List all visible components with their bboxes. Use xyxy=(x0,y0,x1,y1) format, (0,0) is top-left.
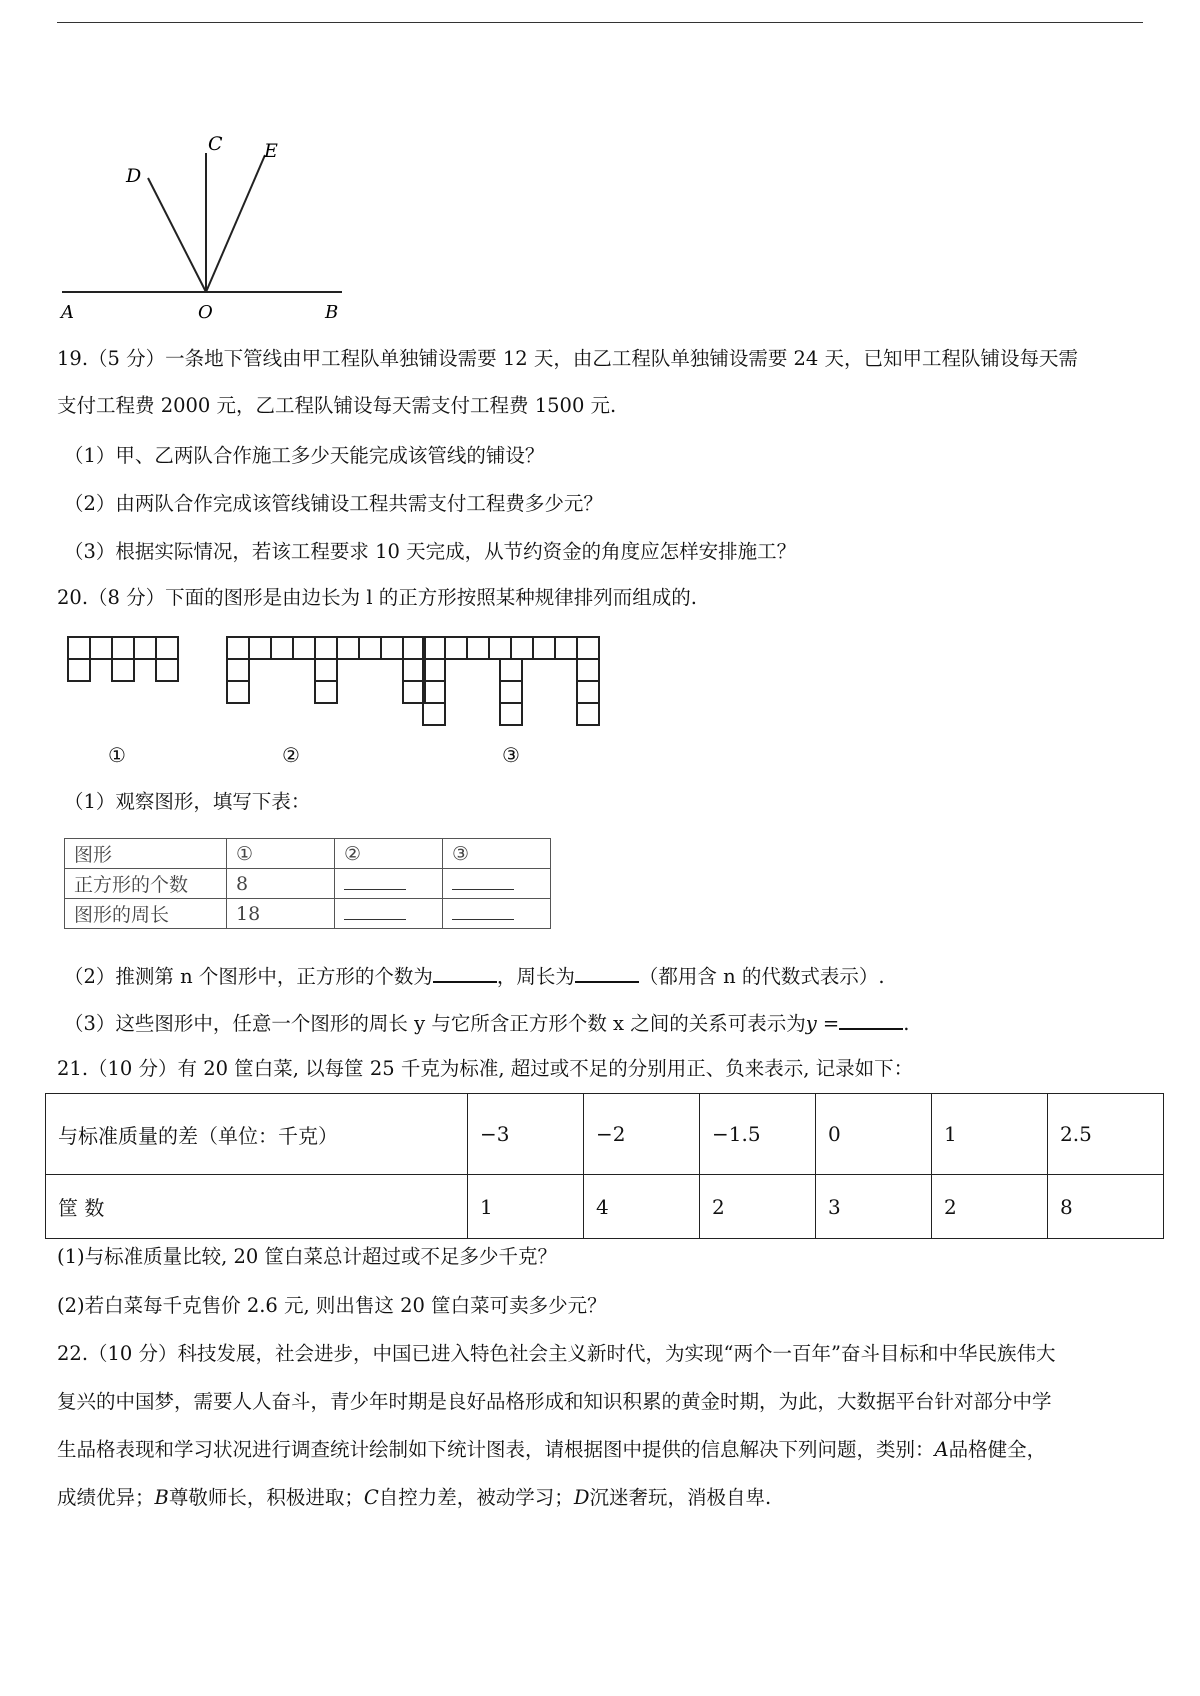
label-b: B xyxy=(325,302,339,323)
table-cell: ① xyxy=(227,839,335,869)
answer-blank[interactable] xyxy=(335,899,443,929)
answer-blank[interactable] xyxy=(443,869,551,899)
q19-sub2: （2）由两队合作完成该管线铺设工程共需支付工程费多少元？ xyxy=(64,492,603,515)
label-a: A xyxy=(61,302,74,323)
category-a: A xyxy=(934,1438,949,1461)
q22-line1: 22.（10 分）科技发展，社会进步，中国已进入特色社会主义新时代，为实现“两个一百年”奋斗目标和中华民族伟大 xyxy=(57,1342,1056,1365)
q22-line4 xyxy=(57,1484,771,1512)
answer-blank[interactable] xyxy=(335,869,443,899)
category-c: C xyxy=(363,1486,379,1509)
ray-od xyxy=(148,178,206,292)
q22-line3-end: 品格健全， xyxy=(948,1438,1047,1461)
table-cell: 2 xyxy=(700,1175,816,1239)
q19-sub3: （3）根据实际情况，若该工程要求 10 天完成，从节约资金的角度应怎样安排施工？ xyxy=(64,540,797,563)
q20-sub2-b: ，周长为 xyxy=(496,965,575,988)
table-cell: 正方形的个数 xyxy=(65,869,227,899)
table-row xyxy=(46,1175,1164,1239)
q20-sub1: （1）观察图形，填写下表： xyxy=(64,790,311,813)
table-cell: 4 xyxy=(584,1175,700,1239)
table-row xyxy=(46,1094,1164,1175)
label-o: O xyxy=(198,302,213,323)
category-b: B xyxy=(154,1486,169,1509)
answer-blank[interactable] xyxy=(839,1008,903,1030)
caption-figure-3: ③ xyxy=(502,743,520,767)
q21-sub1: (1)与标准质量比较, 20 筐白菜总计超过或不足多少千克？ xyxy=(57,1245,558,1268)
answer-blank[interactable] xyxy=(433,961,497,983)
table-cell: 8 xyxy=(227,869,335,899)
table-cell: 1 xyxy=(468,1175,584,1239)
q20-sub3 xyxy=(64,1008,909,1038)
q20-sub3-end: . xyxy=(903,1012,910,1035)
header-rule xyxy=(57,22,1143,23)
q20-sub2-c: （都用含 n 的代数式表示）. xyxy=(638,965,885,988)
cabbage-table xyxy=(45,1093,1164,1239)
table-cell: 3 xyxy=(816,1175,932,1239)
table-row xyxy=(65,899,551,929)
q22-line3 xyxy=(57,1436,1046,1464)
q22-line4-d: 沉迷奢玩，消极自卑. xyxy=(589,1486,772,1509)
q19-line1: 19.（5 分）一条地下管线由甲工程队单独铺设需要 12 天，由乙工程队单独铺设需要 24 天，已知甲工程队铺设每天需 xyxy=(57,347,1079,370)
q22-line4-a: 成绩优异； xyxy=(57,1486,155,1509)
table-cell: 1 xyxy=(932,1094,1048,1175)
table-cell: −3 xyxy=(468,1094,584,1175)
table-header-cell: 与标准质量的差（单位：千克） xyxy=(46,1094,468,1175)
answer-blank[interactable] xyxy=(443,899,551,929)
q20-sub3-var: y = xyxy=(805,1012,840,1035)
table-row xyxy=(65,869,551,899)
table-cell: ③ xyxy=(443,839,551,869)
label-e: E xyxy=(264,140,278,162)
table-cell: −2 xyxy=(584,1094,700,1175)
caption-figure-1: ① xyxy=(108,743,126,767)
answer-blank[interactable] xyxy=(575,961,639,983)
table-cell: 图形的周长 xyxy=(65,899,227,929)
q22-line2: 复兴的中国梦，需要人人奋斗，青少年时期是良好品格形成和知识积累的黄金时期，为此，大数据平台针对部分中学 xyxy=(57,1390,1052,1413)
table-cell: 0 xyxy=(816,1094,932,1175)
label-c: C xyxy=(208,133,223,155)
table-cell: −1.5 xyxy=(700,1094,816,1175)
table-cell: 2.5 xyxy=(1048,1094,1164,1175)
table-header-cell: 筐 数 xyxy=(46,1175,468,1239)
caption-figure-2: ② xyxy=(282,743,300,767)
category-d: D xyxy=(573,1486,590,1509)
table-cell: ② xyxy=(335,839,443,869)
table-cell: 2 xyxy=(932,1175,1048,1239)
q19-line2: 支付工程费 2000 元，乙工程队铺设每天需支付工程费 1500 元. xyxy=(57,394,617,417)
q21-sub2: (2)若白菜每千克售价 2.6 元, 则出售这 20 筐白菜可卖多少元？ xyxy=(57,1294,607,1317)
table-cell: 18 xyxy=(227,899,335,929)
q22-line4-c: 自控力差，被动学习； xyxy=(378,1486,574,1509)
label-d: D xyxy=(126,165,142,187)
q20-sub2-a: （2）推测第 n 个图形中，正方形的个数为 xyxy=(64,965,433,988)
q19-sub1: （1）甲、乙两队合作施工多少天能完成该管线的铺设？ xyxy=(64,444,545,467)
q20-sub2 xyxy=(64,961,885,991)
angle-figure xyxy=(55,128,355,323)
q20-sub3-text: （3）这些图形中，任意一个图形的周长 y 与它所含正方形个数 x 之间的关系可表示为 xyxy=(64,1012,806,1035)
figure-count-table xyxy=(64,838,551,929)
q22-line4-b: 尊敬师长，积极进取； xyxy=(168,1486,364,1509)
table-cell: 图形 xyxy=(65,839,227,869)
square-pattern-figure-3 xyxy=(420,630,620,730)
table-cell: 8 xyxy=(1048,1175,1164,1239)
q21-line1: 21.（10 分）有 20 筐白菜, 以每筐 25 千克为标准, 超过或不足的分别用正、负来表示, 记录如下： xyxy=(57,1057,914,1080)
q22-line3-text: 生品格表现和学习状况进行调查统计绘制如下统计图表，请根据图中提供的信息解决下列问题，类别： xyxy=(57,1438,935,1461)
table-row xyxy=(65,839,551,869)
q20-line1: 20.（8 分）下面的图形是由边长为 l 的正方形按照某种规律排列而组成的. xyxy=(57,586,697,609)
ray-oe xyxy=(206,155,265,292)
